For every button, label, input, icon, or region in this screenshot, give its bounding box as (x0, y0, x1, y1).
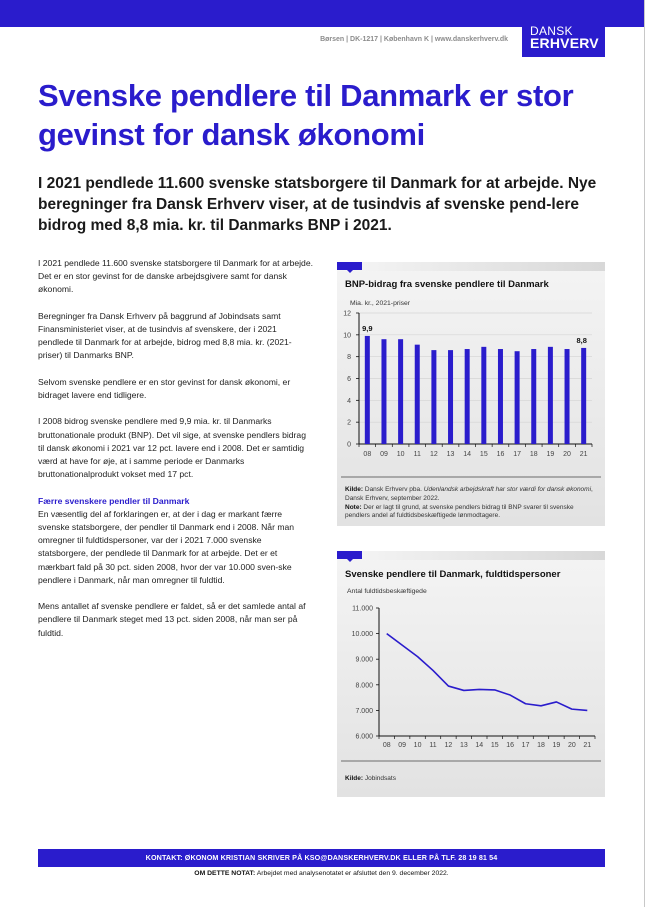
svg-text:17: 17 (513, 451, 522, 458)
lead-paragraph: I 2021 pendlede 11.600 svenske statsborgere til Danmark for at arbejde. Nye beregninger fra Dansk Erhverv viser, at de tusindvis af svenske pend-lere bidrog med 8,8 mia. kr. til Danmarks BNP i 2021. (38, 175, 597, 234)
svg-text:10: 10 (343, 332, 351, 340)
bnp-chart-panel (337, 262, 605, 526)
logo-line-2: ERHVERV (530, 35, 599, 51)
svg-text:08: 08 (382, 742, 391, 749)
chart-unit-label: Antal fuldtidsbeskæftigede (347, 588, 427, 595)
svg-text:8.000: 8.000 (355, 682, 373, 690)
source-label: Kilde: (345, 486, 364, 493)
svg-text:10.000: 10.000 (351, 631, 373, 639)
body-paragraph: Beregninger fra Dansk Erhverv på baggrund af Jobindsats samt Finansministeriet viser, at de tusindvis af svenskere, der i 2021 pendlede til Danmark for at arbejde, bidrog med 8,8 mia. kr. (2021-priser) til Danmarks BNP. (38, 310, 292, 361)
svg-text:18: 18 (537, 742, 545, 749)
body-paragraph: Selvom svenske pendlere er en stor gevinst for dansk økonomi, er bidraget lavere end tidligere. (38, 376, 291, 400)
svg-text:17: 17 (521, 742, 530, 749)
svg-text:8,8: 8,8 (576, 335, 587, 345)
panel-tab-marker (337, 551, 362, 559)
svg-text:19: 19 (552, 742, 561, 749)
source-title: Udenlandsk arbejdskraft har stor værdi for dansk økonomi (423, 486, 592, 493)
svg-text:2: 2 (347, 419, 351, 427)
chart-title: BNP-bidrag fra svenske pendlere til Danmark (345, 279, 549, 290)
svg-text:21: 21 (579, 451, 588, 458)
panel-top-strip (337, 551, 605, 560)
note-text: Der er lagt til grund, at svenske pendlers bidrag til BNP svarer til svenske pendlers andel af fuldtidsbeskæftigede lønmodtagere. (345, 503, 574, 520)
section-subheading: Færre svenskere pendler til Danmark (38, 495, 190, 506)
about-note-text: Arbejdet med analysenotatet er afsluttet den 9. december 2022. (255, 870, 449, 877)
svg-text:16: 16 (496, 451, 505, 458)
svg-text:20: 20 (567, 742, 576, 749)
svg-text:11: 11 (413, 451, 421, 458)
svg-text:0: 0 (347, 441, 351, 449)
svg-text:16: 16 (506, 742, 515, 749)
svg-text:7.000: 7.000 (355, 707, 373, 715)
chart-title: Svenske pendlere til Danmark, fuldtidspersoner (345, 569, 561, 580)
note-label: Note: (345, 503, 362, 511)
svg-text:19: 19 (546, 451, 555, 458)
body-text-column (38, 257, 313, 653)
page-title: Svenske pendlere til Danmark er stor gevinst for dansk økonomi (38, 78, 574, 152)
source-text: , Dansk Erhverv, september 2022. (345, 486, 593, 502)
body-paragraph: En væsentlig del af forklaringen er, at der i dag er markant færre svenske statsborgere, der pendler til Danmark end i 2008. Når man omregner til fuldtidspersoner, var der i 2021 7.000 svenske statsborgere, der pendlede til Danmark for at arbejde. Det er et mærkbart fald på 30 pct. siden 2008, hvor der var 10.000 sven-ske pendlere i Danmark, når man omregner til fuldtid. (38, 508, 295, 585)
about-note-label: OM DETTE NOTAT: (194, 870, 256, 877)
svg-text:10: 10 (396, 451, 405, 458)
svg-text:14: 14 (475, 742, 484, 749)
body-paragraph: Mens antallet af svenske pendlere er faldet, så er det samlede antal af pendlere til Danmark steget med 13 pct. siden 2008, når man ser på fuldtid. (38, 601, 306, 638)
panel-divider (341, 476, 601, 478)
svg-text:13: 13 (459, 742, 468, 749)
contact-bar: KONTAKT: ØKONOM KRISTIAN SKRIVER PÅ KSO@DANSKERHVERV.DK ELLER PÅ TLF. 28 19 81 54 (38, 849, 605, 867)
header-address: Børsen | DK-1217 | København K | www.danskerhverv.dk (320, 36, 508, 43)
svg-text:14: 14 (463, 451, 472, 458)
svg-text:11: 11 (429, 742, 437, 749)
svg-text:18: 18 (529, 451, 538, 458)
svg-text:11.000: 11.000 (352, 605, 373, 613)
line-chart (337, 595, 605, 755)
svg-text:08: 08 (363, 451, 372, 458)
panel-top-strip (337, 262, 605, 271)
svg-text:09: 09 (398, 742, 407, 749)
dansk-erhverv-logo (522, 0, 605, 57)
source-text: Dansk Erhverv pba. (363, 486, 424, 493)
svg-text:6.000: 6.000 (355, 733, 373, 741)
svg-text:6: 6 (347, 376, 351, 383)
svg-text:9.000: 9.000 (355, 656, 373, 664)
svg-text:09: 09 (380, 451, 388, 458)
bar-chart (337, 308, 605, 468)
logo-line-1: DANSK (530, 24, 573, 38)
svg-text:8: 8 (347, 354, 351, 362)
svg-text:13: 13 (446, 451, 455, 458)
svg-text:10: 10 (413, 742, 422, 749)
source-label: Kilde: (345, 775, 364, 782)
chart-source (345, 775, 600, 784)
panel-tab-marker (337, 262, 362, 270)
svg-text:4: 4 (347, 397, 351, 405)
body-paragraph: I 2008 bidrog svenske pendlere med 9,9 mia. kr. til Danmarks bruttonationale produkt (BNP). Det vil sige, at svenske pendlers bidrag til dansk økonomi i 2021 var 12 pct. lavere end i 2008. Det er samtidig værd at have for øje, at i samme periode er Danmarks bruttonationalprodukt vokset med 17 pct. (38, 416, 306, 480)
svg-text:9,9: 9,9 (362, 323, 373, 333)
svg-text:12: 12 (343, 310, 351, 318)
about-note (38, 870, 605, 877)
chart-unit-label: Mia. kr., 2021-priser (350, 300, 411, 307)
source-text: Jobindsats (363, 775, 396, 782)
body-paragraph: I 2021 pendlede 11.600 svenske statsborgere til Danmark for at arbejde. Det er en stor gevinst for de danske arbejdsgivere samt for dansk økonomi. (38, 258, 314, 295)
svg-text:12: 12 (444, 742, 453, 749)
panel-divider (341, 760, 601, 762)
svg-text:21: 21 (583, 742, 592, 749)
svg-text:15: 15 (490, 742, 499, 749)
svg-text:12: 12 (429, 451, 438, 458)
svg-text:15: 15 (479, 451, 488, 458)
chart-source (345, 486, 600, 521)
pendlere-chart-panel (337, 551, 605, 797)
svg-text:20: 20 (563, 451, 571, 458)
